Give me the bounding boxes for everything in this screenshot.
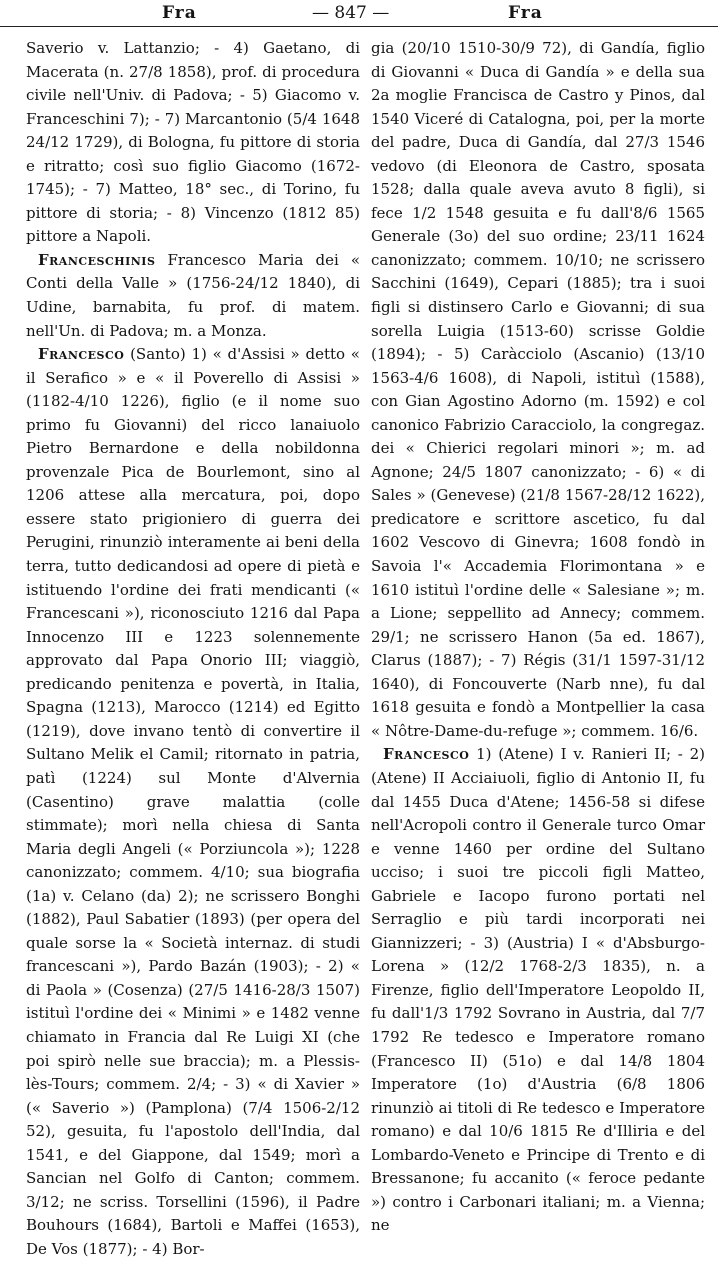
headword: Francesco	[383, 745, 470, 764]
headword: Franceschinis	[38, 250, 156, 269]
entry-text: 1) (Atene) I v. Ranieri II; - 2) (Atene) II Acciaiuoli, figlio di Antonio II, fu dal 1455 Duca d'Atene; 1456-58 si difese nell'Acropoli contro il Generale turco Omar e venne 1460 per ordine del Sultano ucciso; i suoi tre piccoli figli Matteo, Gabriele e Iacopo furono portati nel Serraglio e più tardi incorporati nei Giannizzeri; - 3) (Austria) I « d'Absburgo-Lorena » (12/2 1768-2/3 1835), n. a Firenze, figlio dell'Imperatore Leopoldo II, fu dall'1/3 1792 Sovrano in Austria, dal 7/7 1792 Re tedesco e Imperatore romano (Francesco II) (51o) e dal 14/8 1804 Imperatore (1o) d'Austria (6/8 1806 rinunziò ai titoli di Re tedesco e Imperatore romano) e dal 10/6 1815 Re d'Illiria e del Lombardo-Veneto e Principe di Trento e di Bressanone; fu accanito (« feroce pedante ») contro i Carbonari italiani; m. a Vienna; ne	[371, 745, 705, 1235]
page-number: — 847 —	[312, 3, 390, 23]
entry-francesco-continuation	[26, 37, 360, 249]
entry-francesco-atene	[371, 743, 705, 1237]
entry-francesco-santo	[26, 343, 360, 1261]
left-column	[26, 37, 360, 1261]
running-header	[0, 0, 718, 27]
entry-francesco-santo-continued	[371, 37, 705, 743]
entry-text: gia (20/10 1510-30/9 72), di Gandía, figlio di Giovanni « Duca di Gandía » e della sua 2a moglie Francisca de Castro y Pinos, dal 1540 Viceré di Catalogna, poi, per la morte del padre, Duca di Gandía, dal 27/3 1546 vedovo (di Eleonora de Castro, sposata 1528; dalla quale aveva avuto 8 figli), si fece 1/2 1548 gesuita e fu dall'8/6 1565 Generale (3o) del suo ordine; 23/11 1624 canonizzato; commem. 10/10; ne scrissero Sacchini (1649), Cepari (1885); tra i suoi figli si distinsero Carlo e Giovanni; di sua sorella Luigia (1513-60) scrisse Goldie (1894); - 5) Caràcciolo (Ascanio) (13/10 1563-4/6 1608), di Napoli, istituì (1588), con Gian Agostino Adorno (m. 1592) e col canonico Fabrizio Caracciolo, la congregaz. dei « Chierici regolari minori »; m. ad Agnone; 24/5 1807 canonizzato; - 6) « di Sales » (Genevese) (21/8 1567-28/12 1622), predicatore e scrittore ascetico, fu dal 1602 Vescovo di Ginevra; 1608 fondò in Savoia l'« Accademia Florimontana » e 1610 istituì l'ordine delle « Salesiane »; m. a Lione; seppellito ad Annecy; commem. 29/1; ne scrissero Hanon (5a ed. 1867), Clarus (1887); - 7) Régis (31/1 1597-31/12 1640), di Foncouverte (Narb nne), fu dal 1618 gesuita e fondò a Montpellier la casa « Nôtre-Dame-du-refuge »; commem. 16/6.	[371, 39, 705, 740]
entry-franceschinis	[26, 249, 360, 343]
entry-text: Francesco Maria dei « Conti della Valle » (1756-24/12 1840), di Udine, barnabita, fu prof. di matem. nell'Un. di Padova; m. a Monza.	[26, 250, 360, 340]
entry-text: (Santo) 1) « d'Assisi » detto « il Serafico » e « il Poverello di Assisi » (1182-4/10 1226), figlio (e il nome suo primo fu Giovanni) del ricco lanaiuolo Pietro Bernardone e della nobildonna provenzale Pica de Bourlemont, sino al 1206 attese alla mercatura, poi, dopo essere stato prigioniero di guerra dei Perugini, rinunziò interamente ai beni della terra, tutto dedicandosi ad opere di pietà e istituendo l'ordine dei frati mendicanti (« Francescani »), riconosciuto 1216 dal Papa Innocenzo III e 1223 solennemente approvato dal Papa Onorio III; viaggiò, predicando penitenza e povertà, in Italia, Spagna (1213), Marocco (1214) ed Egitto (1219), dove invano tentò di convertire il Sultano Melik el Camil; ritornato in patria, patì (1224) sul Monte d'Alvernia (Casentino) grave malattia (colle stimmate); morì nella chiesa di Santa Maria degli Angeli (« Porziuncola »); 1228 canonizzato; commem. 4/10; sua biografia (1a) v. Celano (da) 2); ne scrissero Bonghi (1882), Paul Sabatier (1893) (per opera del quale sorse la « Società internaz. di studi francescani »), Pardo Bazán (1903); - 2) « di Paola » (Cosenza) (27/5 1416-28/3 1507) istituì l'ordine dei « Minimi » e 1482 venne chiamato in Francia dal Re Luigi XI (che poi spirò nelle sue braccia); m. a Plessis-lès-Tours; commem. 2/4; - 3) « di Xavier » (« Saverio ») (Pamplona) (7/4 1506-2/12 52), gesuita, fu l'apostolo dell'India, dal 1541, e del Giappone, dal 1549; morì a Sancian nel Golfo di Canton; commem. 3/12; ne scriss. Torsellini (1596), il Padre Bouhours (1684), Bartoli e Maffei (1653), De Vos (1877); - 4) Bor-	[26, 345, 360, 1258]
header-right-word: Fra	[508, 3, 543, 23]
right-column	[371, 37, 705, 1238]
headword: Francesco	[38, 345, 125, 364]
entry-text: Saverio v. Lattanzio; - 4) Gaetano, di Macerata (n. 27/8 1858), prof. di procedura civile nell'Univ. di Padova; - 5) Giacomo v. Franceschini 7); - 7) Marcantonio (5/4 1648 24/12 1729), di Bologna, fu pittore di storia e ritratto; così suo figlio Giacomo (1672-1745); - 7) Matteo, 18° sec., di Torino, fu pittore di storia; - 8) Vincenzo (1812 85) pittore a Napoli.	[26, 39, 360, 246]
header-left-word: Fra	[162, 3, 197, 23]
